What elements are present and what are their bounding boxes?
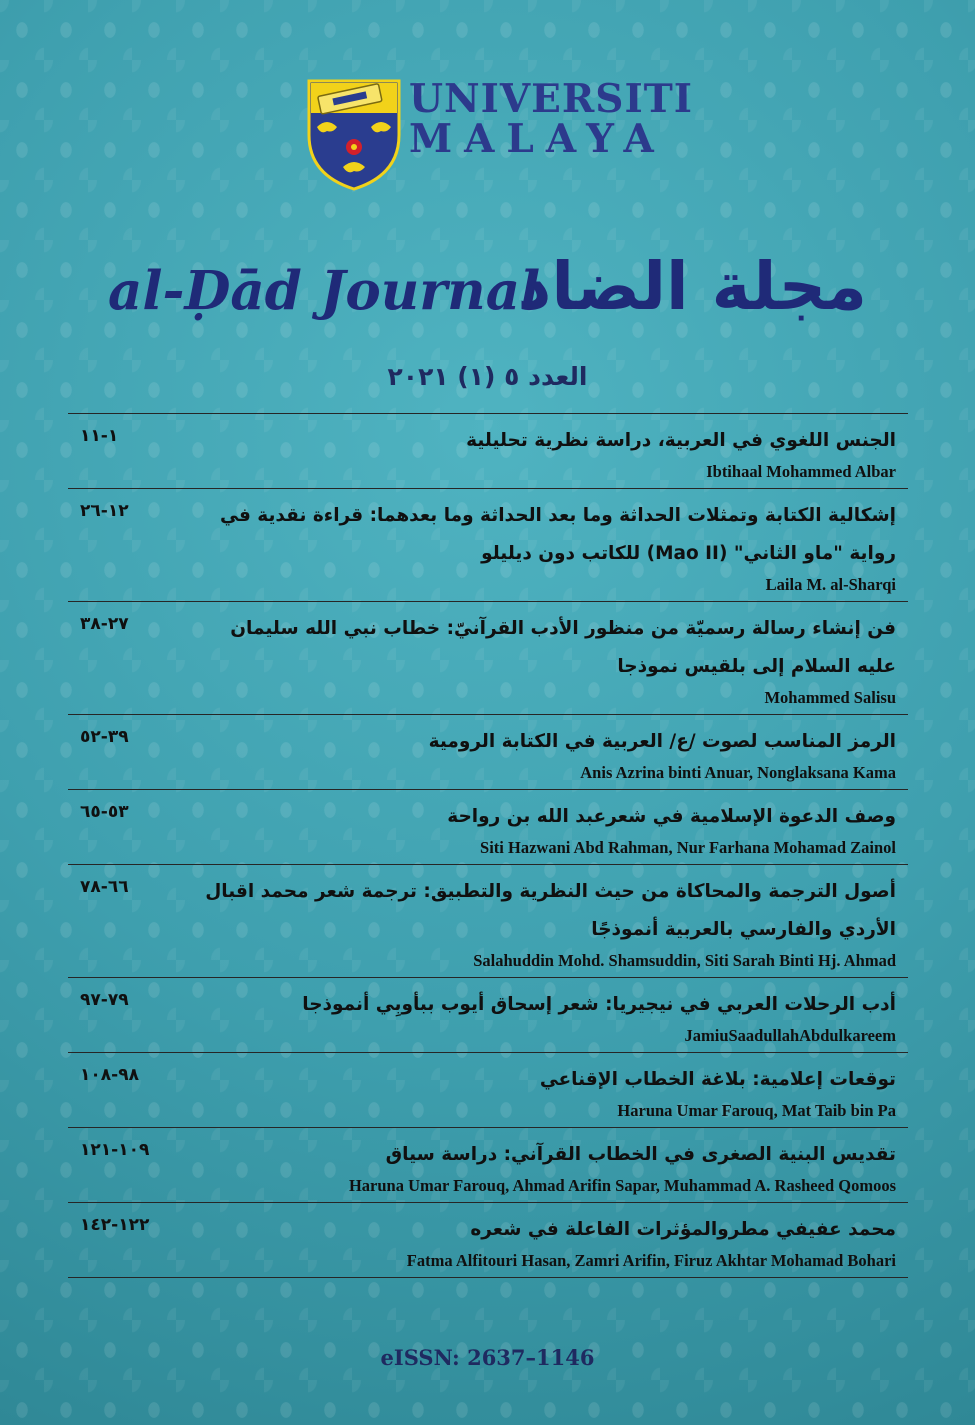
page-range: ٢٧-٣٨ — [80, 614, 129, 634]
article-authors: JamiuSaadullahAbdulkareem — [684, 1026, 896, 1045]
article-title: الجنس اللغوي في العربية، دراسة نظرية تحليلية — [466, 430, 896, 451]
article-title: وصف الدعوة الإسلامية في شعرعبد الله بن رواحة — [447, 806, 896, 827]
article-authors: Laila M. al-Sharqi — [765, 575, 896, 594]
article-title: الرمز المناسب لصوت /ع/ العربية في الكتابة الرومية — [428, 731, 896, 752]
toc-entry — [68, 789, 908, 864]
issue-number: العدد ٥ (١) ٢٠٢١ — [387, 362, 588, 391]
journal-title-english: al-Ḍād Journal — [108, 260, 541, 322]
article-authors: Haruna Umar Farouq, Ahmad Arifin Sapar, Muhammad A. Rasheed Qomoos — [348, 1176, 896, 1195]
article-title: إشكالية الكتابة وتمثلات الحداثة وما بعد الحداثة وما بعدهما: قراءة نقدية في رواية "ماو الثاني" (Mao II) للكاتب دون ديليلو — [220, 505, 896, 564]
page-range: ٧٩-٩٧ — [80, 990, 129, 1010]
university-logo — [305, 76, 693, 192]
article-title: محمد عفيفي مطروالمؤثرات الفاعلة في شعره — [470, 1219, 896, 1240]
page-range: ١-١١ — [80, 426, 119, 446]
article-title: توقعات إعلامية: بلاغة الخطاب الإقناعي — [539, 1069, 896, 1090]
article-authors: Siti Hazwani Abd Rahman, Nur Farhana Mohamad Zainol — [480, 838, 896, 857]
page-range: ١٠٩-١٢١ — [80, 1140, 150, 1160]
eissn-number: eISSN: 2637–1146 — [380, 1345, 595, 1370]
article-title: فن إنشاء رسالة رسميّة من منظور الأدب القرآنيّ: خطاب نبي الله سليمان عليه السلام إلى بلقيس نموذجا — [230, 618, 896, 677]
article-title: أصول الترجمة والمحاكاة من حيث النظرية والتطبيق: ترجمة شعر محمد اقبال الأردي والفارسي بالعربية أنموذجًا — [205, 881, 896, 940]
toc-entry — [68, 977, 908, 1052]
toc-entry — [68, 413, 908, 488]
article-authors: Ibtihaal Mohammed Albar — [706, 462, 896, 481]
page-range: ٦٦-٧٨ — [80, 877, 129, 897]
article-authors: Mohammed Salisu — [764, 688, 896, 707]
article-title: أدب الرحلات العربي في نيجيريا: شعر إسحاق أيوب ببأوبِي أنموذجا — [302, 994, 896, 1015]
university-name: UNIVERSITI — [409, 76, 693, 122]
university-name-sub: MALAYA — [409, 116, 666, 162]
article-authors: Anis Azrina binti Anuar, Nonglaksana Kama — [580, 763, 896, 782]
university-crest-icon — [305, 77, 403, 192]
toc-entry — [68, 601, 908, 714]
journal-title-arabic: مجلة الضاد — [517, 248, 867, 325]
article-title: تقديس البنية الصغرى في الخطاب القرآني: دراسة سياق — [385, 1144, 896, 1165]
page-range: ١٢٢-١٤٢ — [80, 1215, 150, 1235]
page-range: ١٢-٢٦ — [80, 501, 129, 521]
toc-entry — [68, 1127, 908, 1202]
article-authors: Fatma Alfitouri Hasan, Zamri Arifin, Firuz Akhtar Mohamad Bohari — [406, 1251, 896, 1270]
article-authors: Salahuddin Mohd. Shamsuddin, Siti Sarah Binti Hj. Ahmad — [473, 951, 896, 970]
toc-entry — [68, 864, 908, 977]
table-of-contents — [68, 413, 908, 1278]
toc-entry — [68, 714, 908, 789]
page-range: ٣٩-٥٢ — [80, 727, 129, 747]
page-range: ٩٨-١٠٨ — [80, 1065, 139, 1085]
toc-entry — [68, 1202, 908, 1278]
toc-entry — [68, 1052, 908, 1127]
toc-entry — [68, 488, 908, 601]
article-authors: Haruna Umar Farouq, Mat Taib bin Pa — [617, 1101, 896, 1120]
page-range: ٥٣-٦٥ — [80, 802, 129, 822]
